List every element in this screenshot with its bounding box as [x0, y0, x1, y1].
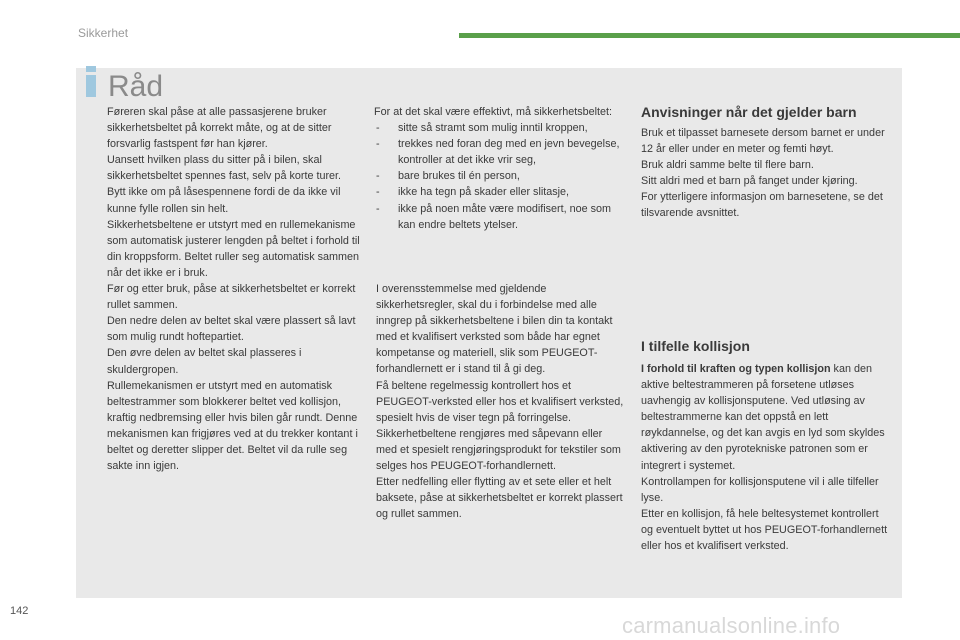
list-item: - bare brukes til én person,	[374, 168, 624, 184]
advice-column-1	[107, 104, 363, 474]
watermark: carmanualsonline.info	[622, 613, 841, 638]
collision-lead-text: kan den aktive beltestrammeren på forsetene utløses uavhengig av kollisjonsputene. Ved utløsing av beltestrammerne kan det oppstå en lett røykdannelse, og det kan avgis en lyd som skyldes aktivering av den pyrotekniske patronen som er integrert i systemet.	[641, 363, 885, 472]
panel-title: Råd	[108, 70, 164, 103]
advice-column-2	[374, 104, 624, 233]
info-icon	[84, 66, 98, 98]
collision-heading: I tilfelle kollisjon	[641, 338, 750, 354]
advice-paragraph: Den øvre delen av beltet skal plasseres i skuldergropen.	[107, 347, 302, 376]
list-item: - ikke på noen måte være modifisert, noe som kan endre beltets ytelser.	[374, 201, 624, 233]
collision-section	[641, 361, 893, 554]
advice-column-2-lower	[376, 281, 626, 522]
advice-paragraph: Etter en kollisjon, få hele beltesystemet kontrollert og eventuelt byttet ut hos PEUGEOT-forhandlernett eller hos et kvalifisert verksted.	[641, 507, 888, 553]
advice-paragraph: Få beltene regelmessig kontrollert hos et PEUGEOT-verksted eller hos et kvalifisert verksted, spesielt hvis de viser tegn på forringelse.	[376, 379, 624, 424]
advice-paragraph: Bruk et tilpasset barnesete dersom barnet er under 12 år eller under en meter og femti høyt.	[641, 127, 885, 156]
advice-paragraph: I overensstemmelse med gjeldende sikkerhetsregler, skal du i forbindelse med alle inngrep på sikkerhetsbeltene i bilen din ta kontakt med et kvalifisert verksted som både har egnet kompetanse og materiell, slik som PEUGEOT-forhandlernett er i stand til å gi deg.	[376, 283, 613, 376]
advice-paragraph: Kontrollampen for kollisjonsputene vil i alle tilfeller lyse.	[641, 475, 879, 504]
belt-requirements-list	[374, 120, 624, 233]
page-number: 142	[10, 605, 29, 617]
list-item: - sitte så stramt som mulig inntil kroppen,	[374, 120, 624, 136]
advice-paragraph: Sikkerhetbeltene rengjøres med såpevann eller med et spesielt rengjøringsprodukt for tekstiler som selges hos PEUGEOT-forhandlernett.	[376, 427, 621, 473]
advice-paragraph: Den nedre delen av beltet skal være plassert så lavt som mulig rundt hoftepartiet.	[107, 315, 356, 344]
collision-lead	[641, 361, 893, 474]
advice-paragraph: Etter nedfelling eller flytting av et sete eller et helt baksete, påse at sikkerhetsbeltet er korrekt plassert og rullet sammen.	[376, 476, 623, 521]
list-item: - trekkes ned foran deg med en jevn bevegelse, kontroller at det ikke vrir seg,	[374, 136, 624, 168]
list-item: - ikke ha tegn på skader eller slitasje,	[374, 184, 624, 200]
advice-paragraph: Sitt aldri med et barn på fanget under kjøring.	[641, 175, 858, 188]
belt-requirements-intro: For at det skal være effektivt, må sikkerhetsbeltet:	[374, 106, 613, 118]
advice-paragraph: Bruk aldri samme belte til flere barn.	[641, 159, 814, 172]
advice-paragraph: Uansett hvilken plass du sitter på i bilen, skal sikkerhetsbeltet spennes fast, selv på korte turer.	[107, 154, 342, 183]
advice-paragraph: Bytt ikke om på låsespennene fordi de da ikke vil kunne fylle rollen sin helt.	[107, 186, 341, 215]
advice-paragraph: For ytterligere informasjon om barnesetene, se det tilsvarende avsnittet.	[641, 191, 883, 220]
children-section	[641, 125, 893, 222]
collision-lead-bold: I forhold til kraften og typen kollisjon	[641, 363, 831, 375]
advice-paragraph: Sikkerhetsbeltene er utstyrt med en rullemekanisme som automatisk justerer lengden på beltet i forhold til din kroppsform. Beltet ruller seg automatisk sammen når det ikke er i bruk.	[107, 218, 360, 279]
advice-paragraph: Før og etter bruk, påse at sikkerhetsbeltet er korrekt rullet sammen.	[107, 283, 356, 312]
section-accent-bar	[459, 33, 960, 38]
advice-paragraph: Føreren skal påse at alle passasjerene bruker sikkerhetsbeltet på korrekt måte, og at de sitter forsvarlig fastspent før han kjører.	[107, 106, 332, 151]
section-label: Sikkerhet	[78, 26, 129, 40]
advice-paragraph: Rullemekanismen er utstyrt med en automatisk beltestrammer som blokkerer beltet ved kollisjon, kraftig nedbremsing eller hvis bilen går rundt. Denne mekanismen kan frigjøres ved at du trekker kontant i beltet og deretter slipper det. Beltet vil da rulle seg sakte inn igjen.	[107, 379, 358, 473]
children-heading: Anvisninger når det gjelder barn	[641, 104, 857, 120]
